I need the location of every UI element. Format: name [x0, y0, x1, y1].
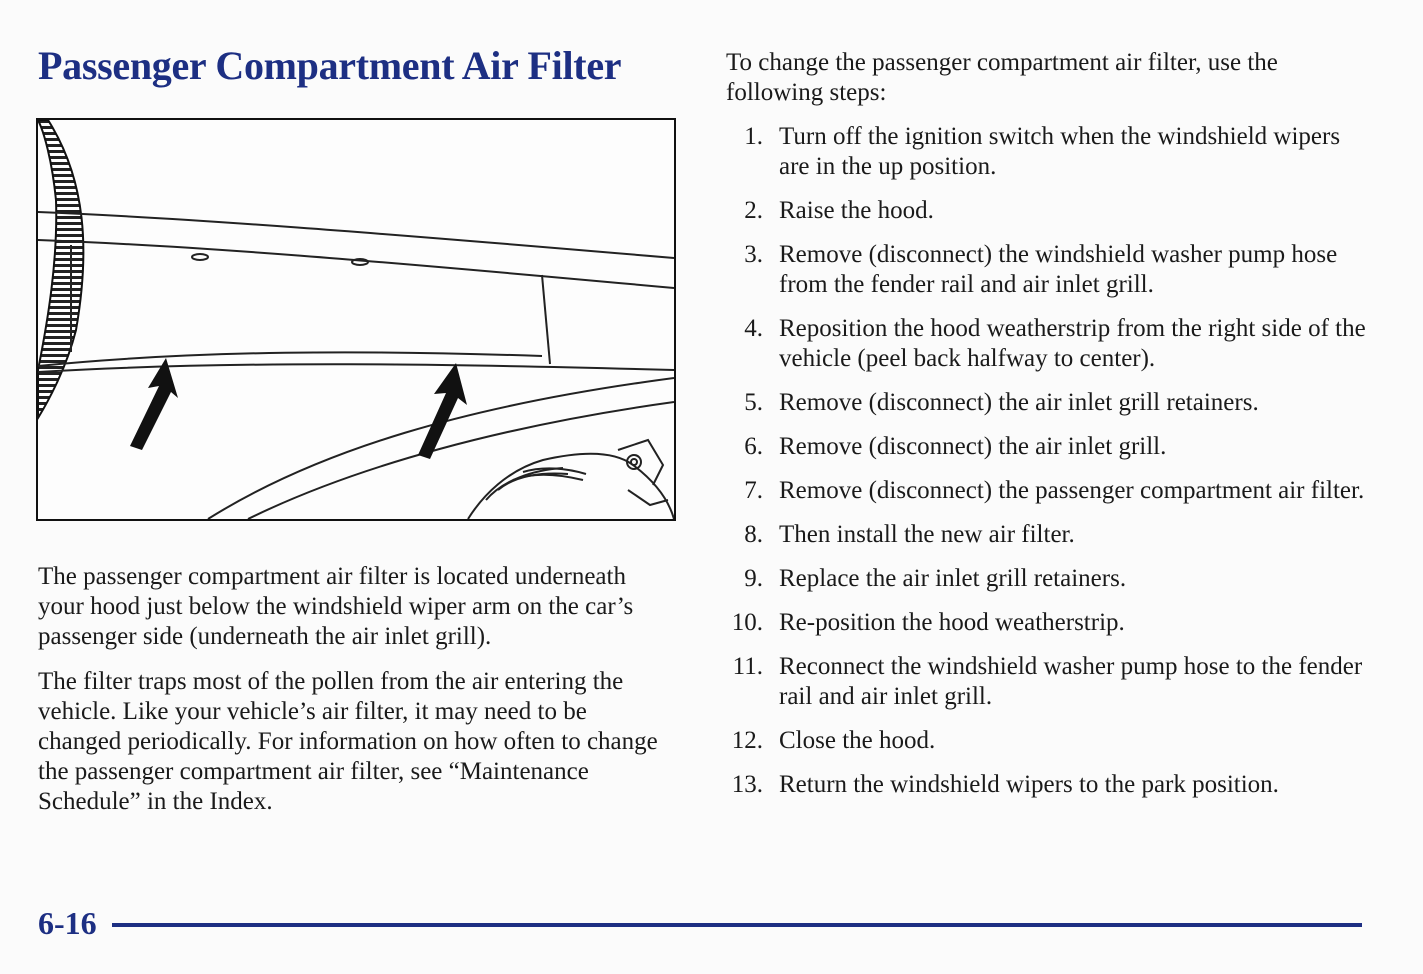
step-text: Close the hood.: [779, 727, 936, 754]
procedure-section: [726, 48, 1366, 814]
step-item: [726, 240, 1366, 300]
step-item: [726, 122, 1366, 182]
wiper-arm: [468, 440, 674, 519]
step-text: Remove (disconnect) the passenger compartment air filter.: [779, 477, 1365, 504]
step-item: [726, 770, 1366, 800]
step-number: 10.: [731, 609, 763, 636]
intro-paragraph: The passenger compartment air filter is located underneath your hood just below the windshield wiper arm on the car’s passenger side (underneath the air inlet grill).: [38, 563, 634, 650]
step-number: 6.: [744, 433, 763, 460]
step-text: Reconnect the windshield washer pump hose to the fender rail and air inlet grill.: [779, 653, 1363, 710]
step-text: Return the windshield wipers to the park position.: [779, 771, 1279, 798]
footer-divider: [112, 923, 1362, 927]
step-number: 5.: [744, 389, 763, 416]
step-item: [726, 652, 1366, 712]
step-item: [726, 608, 1366, 638]
step-number: 7.: [744, 477, 763, 504]
step-item: [726, 520, 1366, 550]
steps-list: [726, 122, 1366, 800]
step-number: 2.: [744, 197, 763, 224]
step-number: 4.: [744, 315, 763, 342]
step-number: 12.: [731, 727, 763, 754]
step-text: Remove (disconnect) the air inlet grill retainers.: [779, 389, 1259, 416]
step-item: [726, 196, 1366, 226]
step-text: Turn off the ignition switch when the windshield wipers are in the up position.: [779, 123, 1341, 180]
step-text: Raise the hood.: [779, 197, 934, 224]
description-text: [38, 562, 668, 832]
step-item: [726, 314, 1366, 374]
page-title: Passenger Compartment Air Filter: [38, 43, 622, 88]
step-text: Remove (disconnect) the windshield washer pump hose from the fender rail and air inlet grill.: [779, 241, 1338, 298]
procedure-intro: To change the passenger compartment air filter, use the following steps:: [726, 49, 1278, 106]
step-number: 8.: [744, 521, 763, 548]
arrow-icon: [130, 358, 467, 459]
step-number: 1.: [744, 123, 763, 150]
intro-paragraph: The filter traps most of the pollen from the air entering the vehicle. Like your vehicle’s air filter, it may need to be changed periodically. For information on how often to change the passenger compartment air filter, see “Maintenance Schedule” in the Index.: [38, 668, 658, 815]
step-number: 13.: [731, 771, 763, 798]
step-number: 9.: [744, 565, 763, 592]
step-text: Re-position the hood weatherstrip.: [779, 609, 1125, 636]
step-item: [726, 388, 1366, 418]
step-text: Replace the air inlet grill retainers.: [779, 565, 1127, 592]
step-text: Then install the new air filter.: [779, 521, 1075, 548]
step-number: 3.: [744, 241, 763, 268]
air-filter-illustration: [36, 118, 676, 521]
step-item: [726, 726, 1366, 756]
step-text: Remove (disconnect) the air inlet grill.: [779, 433, 1167, 460]
step-text: Reposition the hood weatherstrip from the right side of the vehicle (peel back halfway to center).: [779, 315, 1366, 372]
hood-weatherstrip: [38, 120, 83, 418]
step-item: [726, 564, 1366, 594]
step-item: [726, 476, 1366, 506]
page-number: 6-16: [38, 905, 97, 941]
step-number: 11.: [732, 653, 763, 680]
step-item: [726, 432, 1366, 462]
